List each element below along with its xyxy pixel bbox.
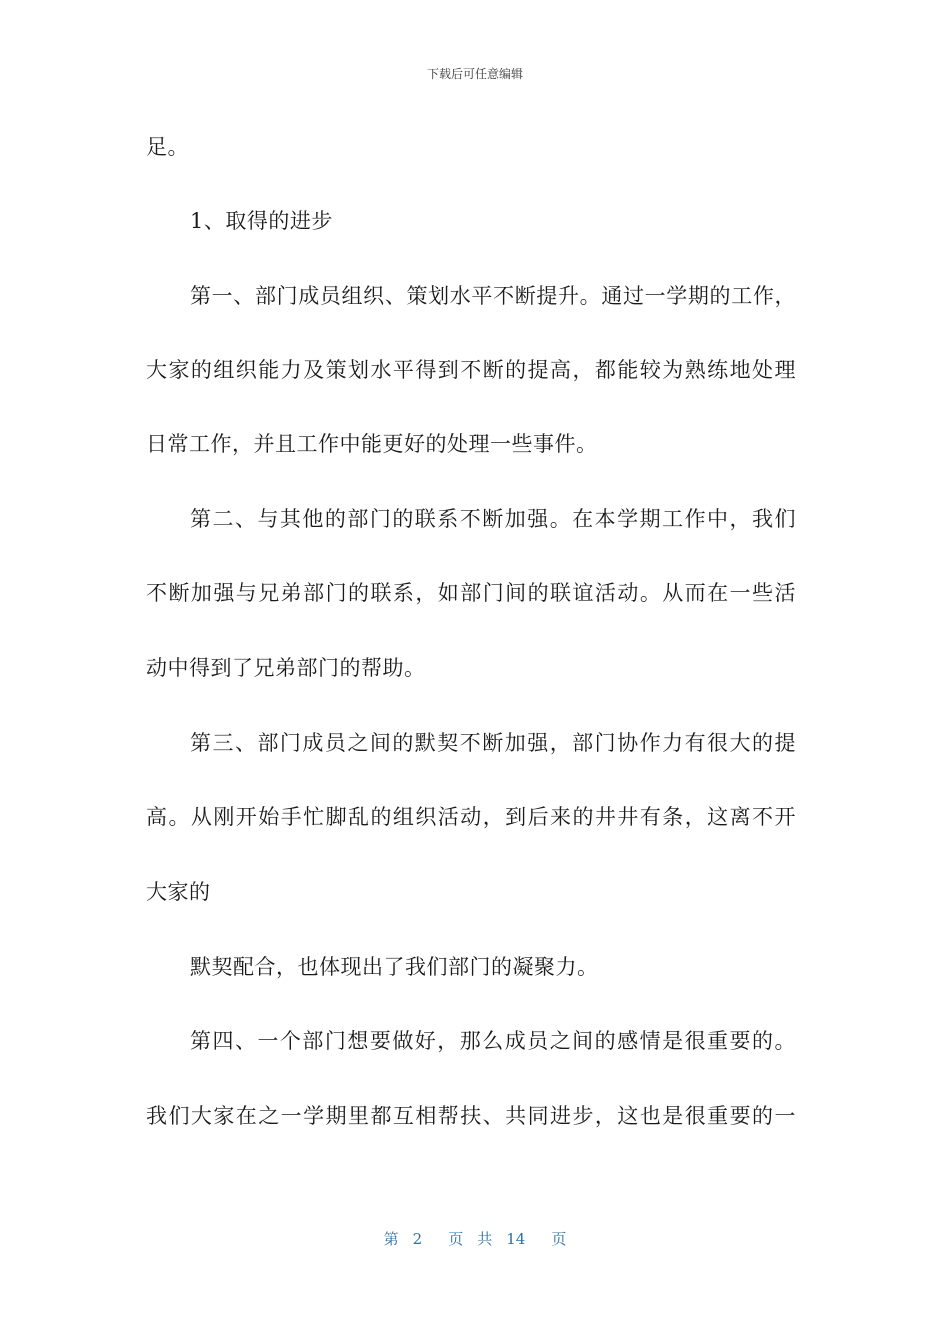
- text-line: 高。从刚开始手忙脚乱的组织活动，到后来的井井有条，这离不开: [146, 805, 796, 829]
- text-line: 第一、部门成员组织、策划水平不断提升。通过一学期的工作，: [190, 284, 796, 308]
- footer-page-label: 第: [383, 1230, 399, 1248]
- text-line: 大家的: [146, 880, 211, 904]
- text-line: 足。: [146, 135, 189, 159]
- footer-total-label: 共: [477, 1230, 493, 1248]
- footer-page-unit: 页: [448, 1230, 464, 1248]
- footer-total-pages: 14: [506, 1230, 526, 1248]
- section-heading: 1、取得的进步: [190, 209, 333, 233]
- footer-page-number: 2: [412, 1230, 423, 1248]
- page-footer: [0, 1229, 950, 1249]
- text-line: 大家的组织能力及策划水平得到不断的提高，都能较为熟练地处理: [146, 358, 796, 382]
- text-line: 第二、与其他的部门的联系不断加强。在本学期工作中，我们: [190, 507, 796, 531]
- text-line: 动中得到了兄弟部门的帮助。: [146, 656, 426, 680]
- page-header-note: 下载后可任意编辑: [426, 67, 523, 81]
- footer-total-unit: 页: [551, 1230, 567, 1248]
- text-line: 我们大家在之一学期里都互相帮扶、共同进步，这也是很重要的一: [146, 1104, 796, 1128]
- text-line: 不断加强与兄弟部门的联系，如部门间的联谊活动。从而在一些活: [146, 581, 796, 605]
- text-line: 第三、部门成员之间的默契不断加强，部门协作力有很大的提: [190, 731, 796, 755]
- text-line: 日常工作，并且工作中能更好的处理一些事件。: [146, 432, 598, 456]
- text-line: 第四、一个部门想要做好，那么成员之间的感情是很重要的。: [190, 1029, 796, 1053]
- text-line: 默契配合，也体现出了我们部门的凝聚力。: [190, 955, 599, 979]
